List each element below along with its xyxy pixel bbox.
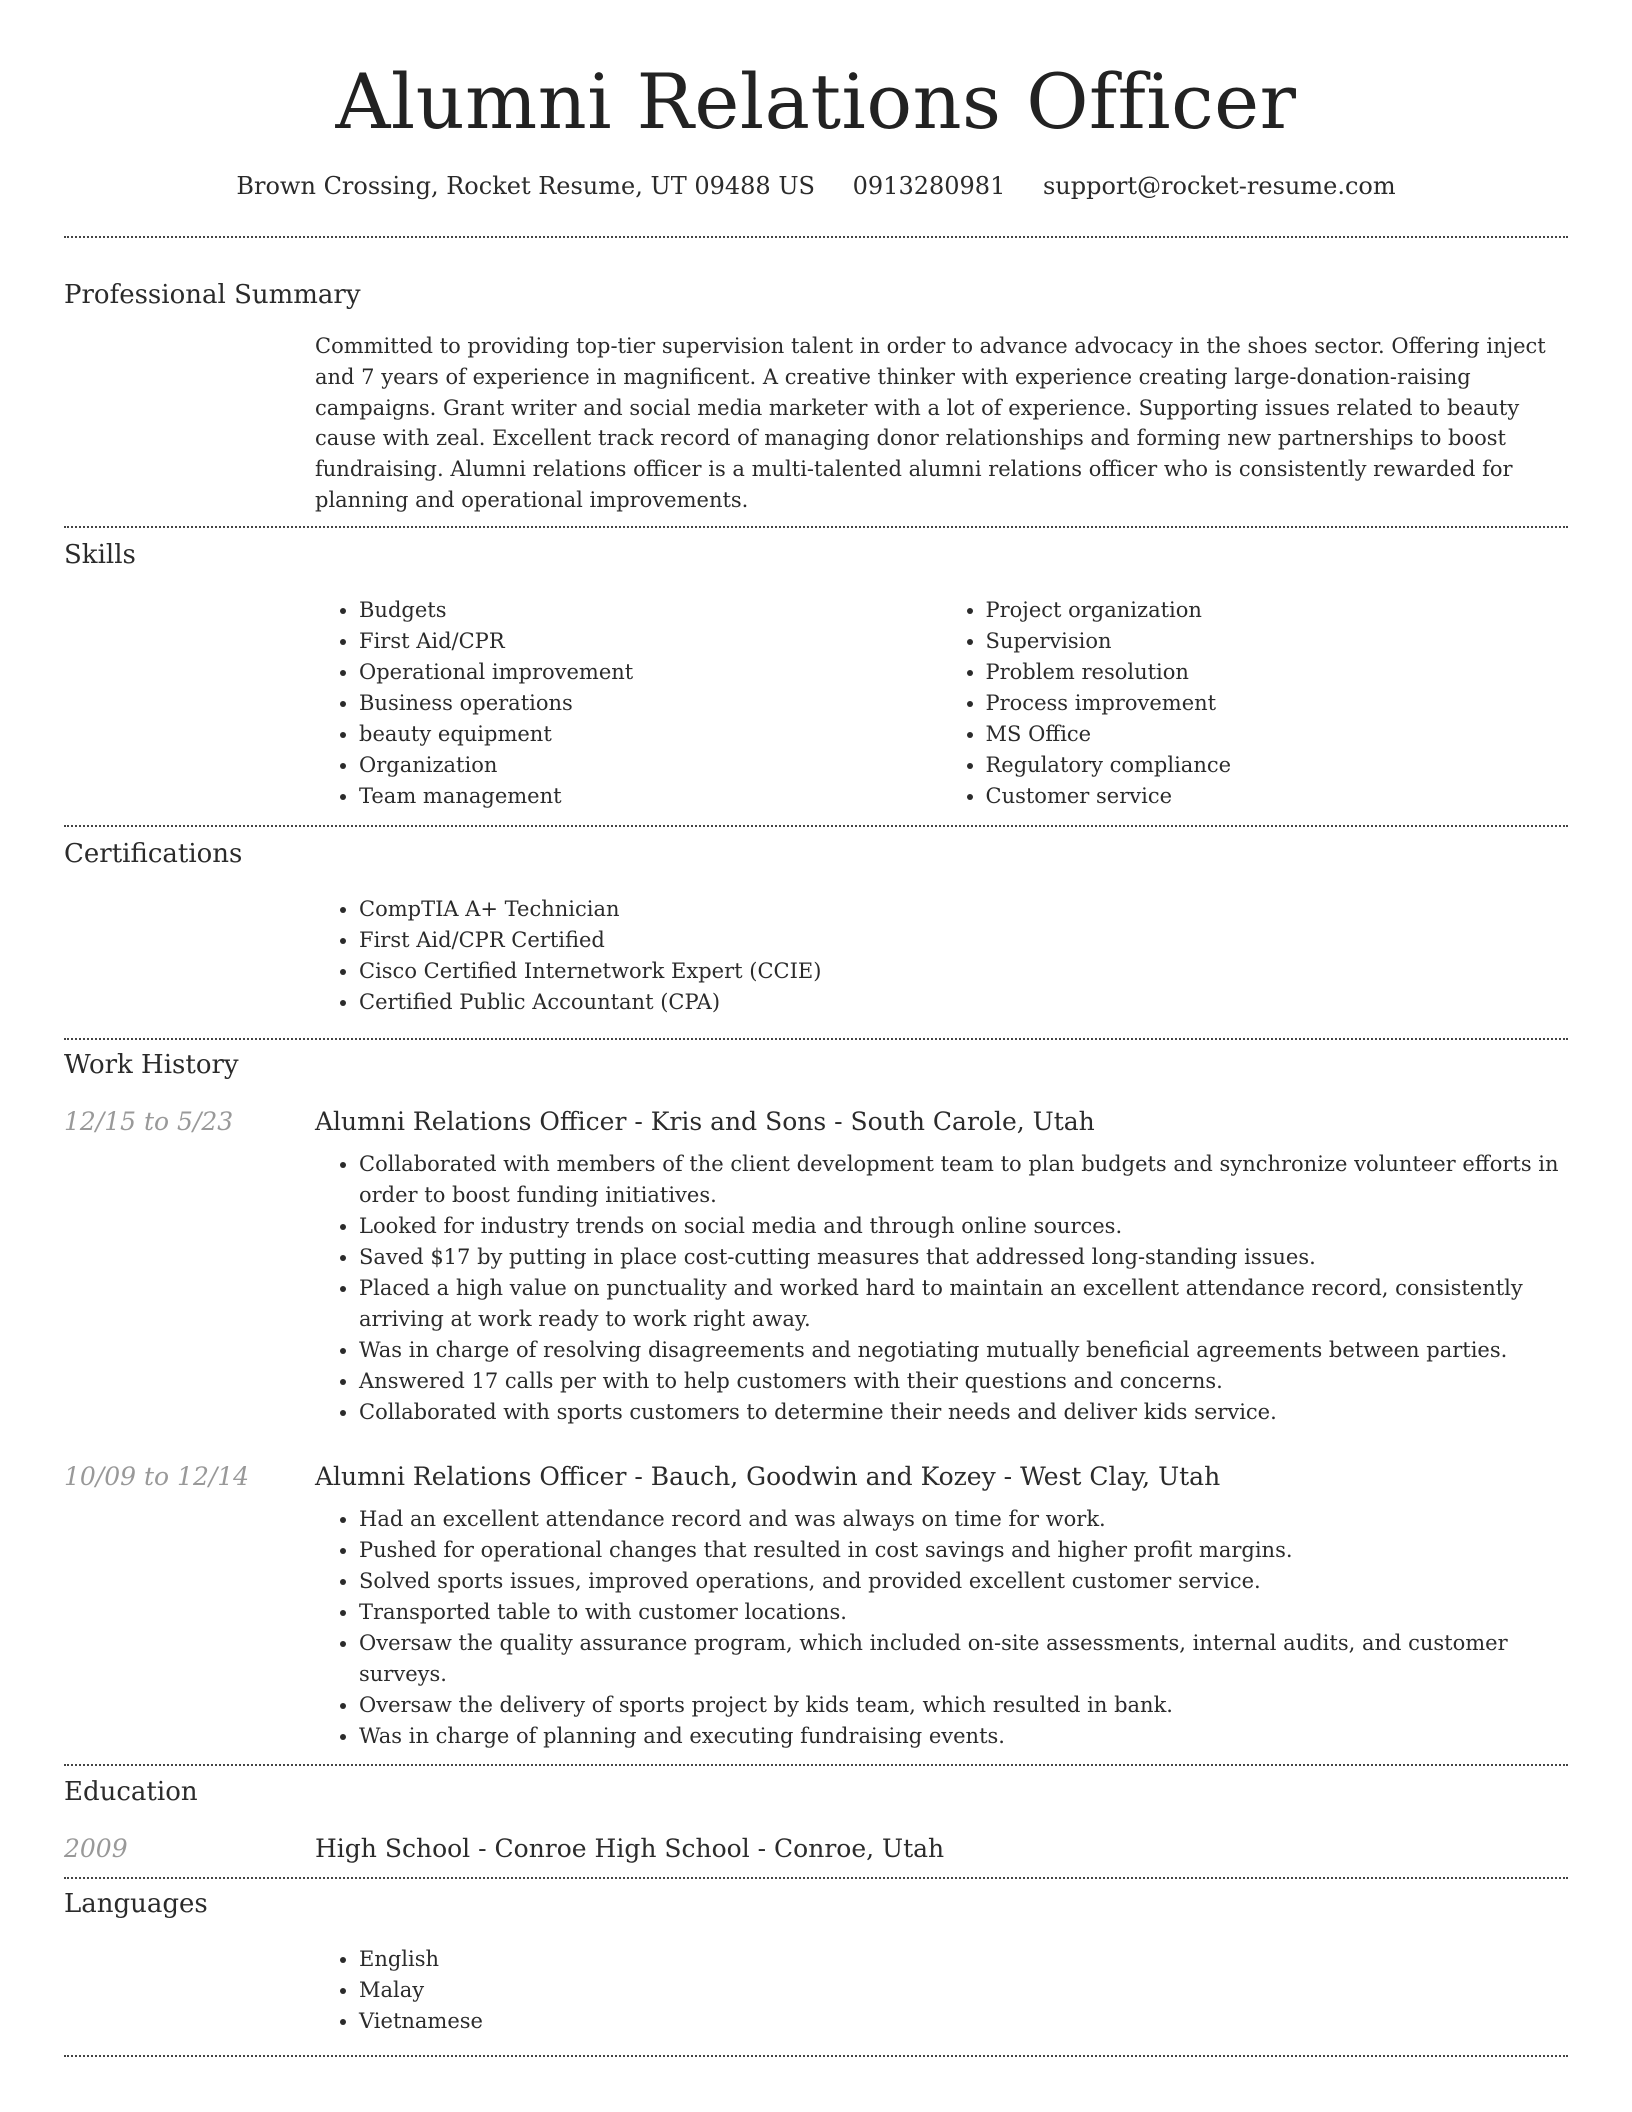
list-item: • Problem resolution [986, 657, 1569, 688]
work-history-heading: Work History [64, 1049, 239, 1080]
skills-section [64, 528, 1568, 812]
education-title: High School - Conroe High School - Conroe, Utah [315, 1833, 945, 1863]
list-item: • Saved $17 by putting in place cost-cutting measures that addressed long-standing issues. [359, 1242, 1568, 1273]
list-item: • CompTIA A+ Technician [359, 894, 1568, 925]
list-item: • Team management [359, 781, 942, 812]
languages-section [64, 1879, 1568, 2037]
skills-list-left [315, 595, 942, 812]
list-item: • Collaborated with members of the client development team to plan budgets and synchronize volunteer efforts in order to boost funding initiatives. [359, 1149, 1568, 1211]
list-item: • Oversaw the delivery of sports project by kids team, which resulted in bank. [359, 1690, 1568, 1721]
list-item: • Solved sports issues, improved operations, and provided excellent customer service. [359, 1566, 1568, 1597]
list-item: • MS Office [986, 719, 1569, 750]
list-item: • Oversaw the quality assurance program, which included on-site assessments, internal audits, and customer surveys. [359, 1628, 1568, 1690]
list-item: • Certified Public Accountant (CPA) [359, 987, 1568, 1018]
list-item: • Customer service [986, 781, 1569, 812]
job-details [315, 1504, 1568, 1752]
list-item: • Placed a high value on punctuality and worked hard to maintain an excellent attendance record, consistently arriving at work ready to work right away. [359, 1273, 1568, 1335]
resume-title: Alumni Relations Officer [335, 57, 1297, 146]
list-item: • Cisco Certified Internetwork Expert (CCIE) [359, 956, 1568, 987]
summary-text: Committed to providing top-tier supervision talent in order to advance advocacy in the shoes sector. Offering inject and 7 years of experience in magnificent. A creative thinker with experience creating large-donation-raising campaigns. Grant writer and social media marketer with a lot of experience. Supporting issues related to beauty cause with zeal. Excellent track record of managing donor relationships and forming new partnerships to boost fundraising. Alumni relations officer is a multi-talented alumni relations officer who is consistently rewarded for planning and operational improvements. [315, 334, 1546, 512]
summary-section [64, 238, 1568, 516]
skills-heading: Skills [64, 539, 136, 570]
skills-columns [315, 595, 1568, 812]
list-item: • Collaborated with sports customers to determine their needs and deliver kids service. [359, 1397, 1568, 1428]
list-item: • Looked for industry trends on social media and through online sources. [359, 1211, 1568, 1242]
certifications-content [315, 894, 1568, 1018]
list-item: • Operational improvement [359, 657, 942, 688]
contact-phone: 0913280981 [852, 172, 1006, 200]
job-dates: 12/15 to 5/23 [64, 1106, 234, 1136]
list-item: • Supervision [986, 626, 1569, 657]
list-item: • Was in charge of resolving disagreements and negotiating mutually beneficial agreements between parties. [359, 1335, 1568, 1366]
languages-heading: Languages [64, 1888, 208, 1919]
list-item: • Was in charge of planning and executing fundraising events. [359, 1721, 1568, 1752]
list-item: • English [359, 1944, 1568, 1975]
work-history-section [64, 1040, 1568, 1752]
list-item: • Regulatory compliance [986, 750, 1569, 781]
education-year: 2009 [64, 1833, 128, 1863]
section-divider [64, 2055, 1568, 2057]
job-title: Alumni Relations Officer - Kris and Sons - South Carole, Utah [315, 1106, 1095, 1136]
job-title: Alumni Relations Officer - Bauch, Goodwin and Kozey - West Clay, Utah [315, 1461, 1221, 1491]
job-details [315, 1149, 1568, 1428]
certifications-section [64, 827, 1568, 1018]
job-bullets [315, 1149, 1568, 1428]
summary-heading: Professional Summary [64, 280, 361, 310]
job-entry [64, 1462, 1568, 1752]
job-bullets [315, 1504, 1568, 1752]
list-item: • Process improvement [986, 688, 1569, 719]
contact-email: support@rocket-resume.com [1042, 172, 1396, 200]
certifications-list [315, 894, 1568, 1018]
list-item: • Project organization [986, 595, 1569, 626]
languages-list [315, 1944, 1568, 2037]
skills-list-right [942, 595, 1569, 812]
job-header [64, 1107, 1568, 1136]
education-entry [64, 1834, 1568, 1863]
education-section [64, 1766, 1568, 1863]
list-item: • Budgets [359, 595, 942, 626]
list-item: • Organization [359, 750, 942, 781]
job-header [64, 1462, 1568, 1491]
list-item: • Transported table to with customer locations. [359, 1597, 1568, 1628]
job-dates: 10/09 to 12/14 [64, 1461, 250, 1491]
list-item: • Vietnamese [359, 2006, 1568, 2037]
contact-line [64, 172, 1568, 200]
list-item: • Business operations [359, 688, 942, 719]
certifications-heading: Certifications [64, 838, 243, 869]
languages-content [315, 1944, 1568, 2037]
list-item: • First Aid/CPR [359, 626, 942, 657]
job-entry [64, 1107, 1568, 1428]
list-item: • Answered 17 calls per with to help customers with their questions and concerns. [359, 1366, 1568, 1397]
education-heading: Education [64, 1776, 198, 1807]
list-item: • Malay [359, 1975, 1568, 2006]
list-item: • Had an excellent attendance record and was always on time for work. [359, 1504, 1568, 1535]
contact-address: Brown Crossing, Rocket Resume, UT 09488 US [236, 172, 815, 200]
list-item: • First Aid/CPR Certified [359, 925, 1568, 956]
list-item: • Pushed for operational changes that resulted in cost savings and higher profit margins. [359, 1535, 1568, 1566]
list-item: • beauty equipment [359, 719, 942, 750]
